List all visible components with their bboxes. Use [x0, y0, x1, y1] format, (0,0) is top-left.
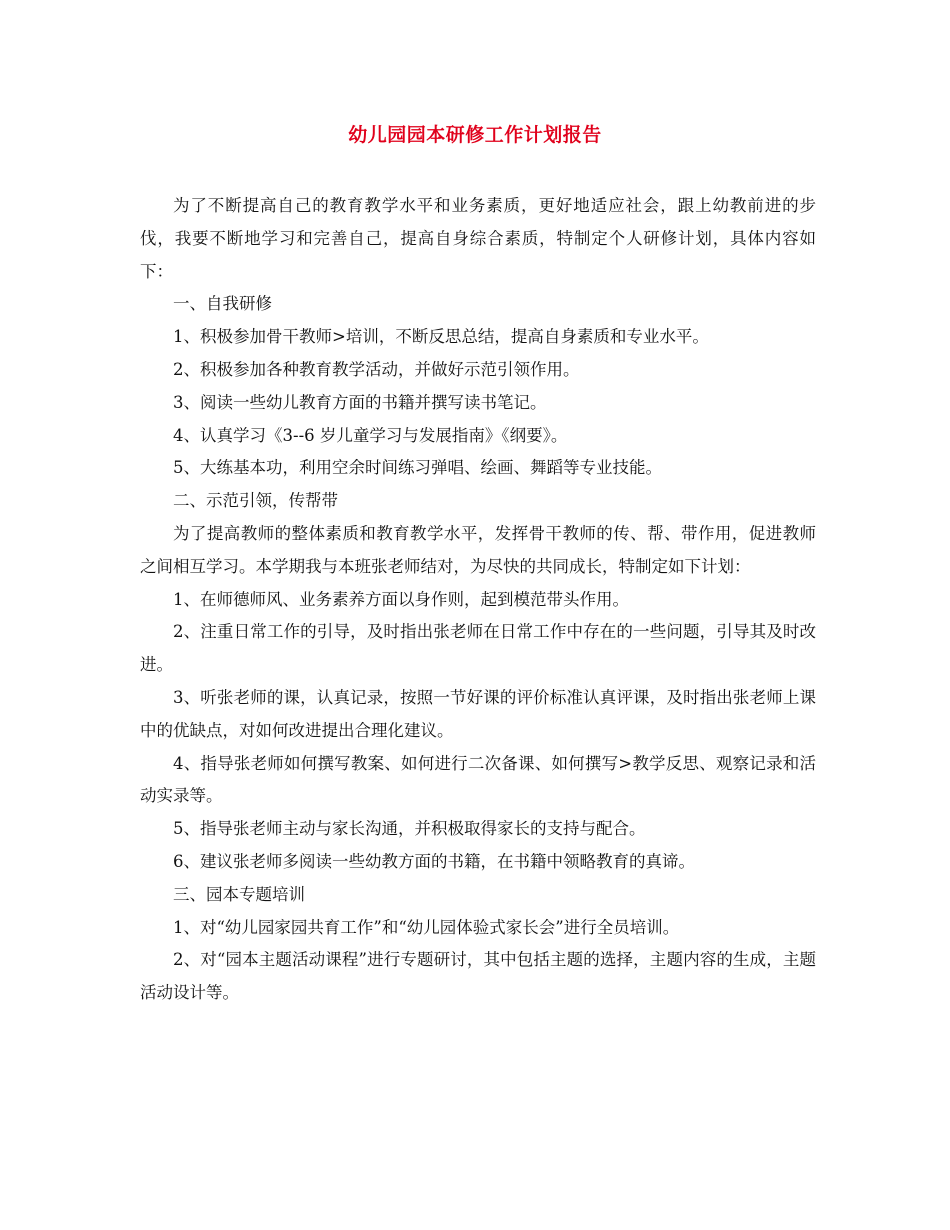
section-heading-2: 二、示范引领，传帮带: [173, 491, 338, 511]
section-heading-3: 三、园本专题培训: [173, 884, 305, 904]
list-item: 1、积极参加骨干教师>培训，不断反思总结，提高自身素质和专业水平。: [173, 327, 709, 347]
list-item: 6、建议张老师多阅读一些幼教方面的书籍，在书籍中领略教育的真谛。: [173, 851, 695, 871]
list-item: 2、对“园本主题活动课程”进行专题研讨，其中包括主题的选择，主题内容的生成，主题活动设计等。: [140, 950, 816, 1003]
list-item: 1、在师德师风、业务素养方面以身作则，起到模范带头作用。: [173, 589, 629, 609]
section-heading-1: 一、自我研修: [173, 294, 272, 314]
list-item: 2、积极参加各种教育教学活动，并做好示范引领作用。: [173, 359, 580, 379]
list-item: 4、认真学习《3--6 岁儿童学习与发展指南》《纲要》。: [173, 425, 568, 445]
paragraph-mentoring: 为了提高教师的整体素质和教育教学水平，发挥骨干教师的传、帮、带作用，促进教师之间相互学习。本学期我与本班张老师结对，为尽快的共同成长，特制定如下计划：: [140, 523, 816, 576]
list-item: 2、注重日常工作的引导，及时指出张老师在日常工作中存在的一些问题，引导其及时改进。: [140, 622, 816, 675]
list-item: 4、指导张老师如何撰写教案、如何进行二次备课、如何撰写>教学反思、观察记录和活动实录等。: [140, 753, 816, 806]
list-item: 3、阅读一些幼儿教育方面的书籍并撰写读书笔记。: [173, 392, 547, 412]
list-item: 1、对“幼儿园家园共育工作”和“幼儿园体验式家长会”进行全员培训。: [173, 917, 680, 937]
document-body: [140, 190, 816, 1010]
list-item: 5、指导张老师主动与家长沟通，并积极取得家长的支持与配合。: [173, 819, 646, 839]
list-item: 3、听张老师的课，认真记录，按照一节好课的评价标准认真评课，及时指出张老师上课中的优缺点，对如何改进提出合理化建议。: [140, 687, 816, 740]
document-title: 幼儿园园本研修工作计划报告: [348, 124, 602, 146]
paragraph-intro: 为了不断提高自己的教育教学水平和业务素质，更好地适应社会，跟上幼教前进的步伐，我要不断地学习和完善自己，提高自身综合素质，特制定个人研修计划，具体内容如下：: [140, 196, 816, 281]
list-item: 5、大练基本功，利用空余时间练习弹唱、绘画、舞蹈等专业技能。: [173, 458, 662, 478]
